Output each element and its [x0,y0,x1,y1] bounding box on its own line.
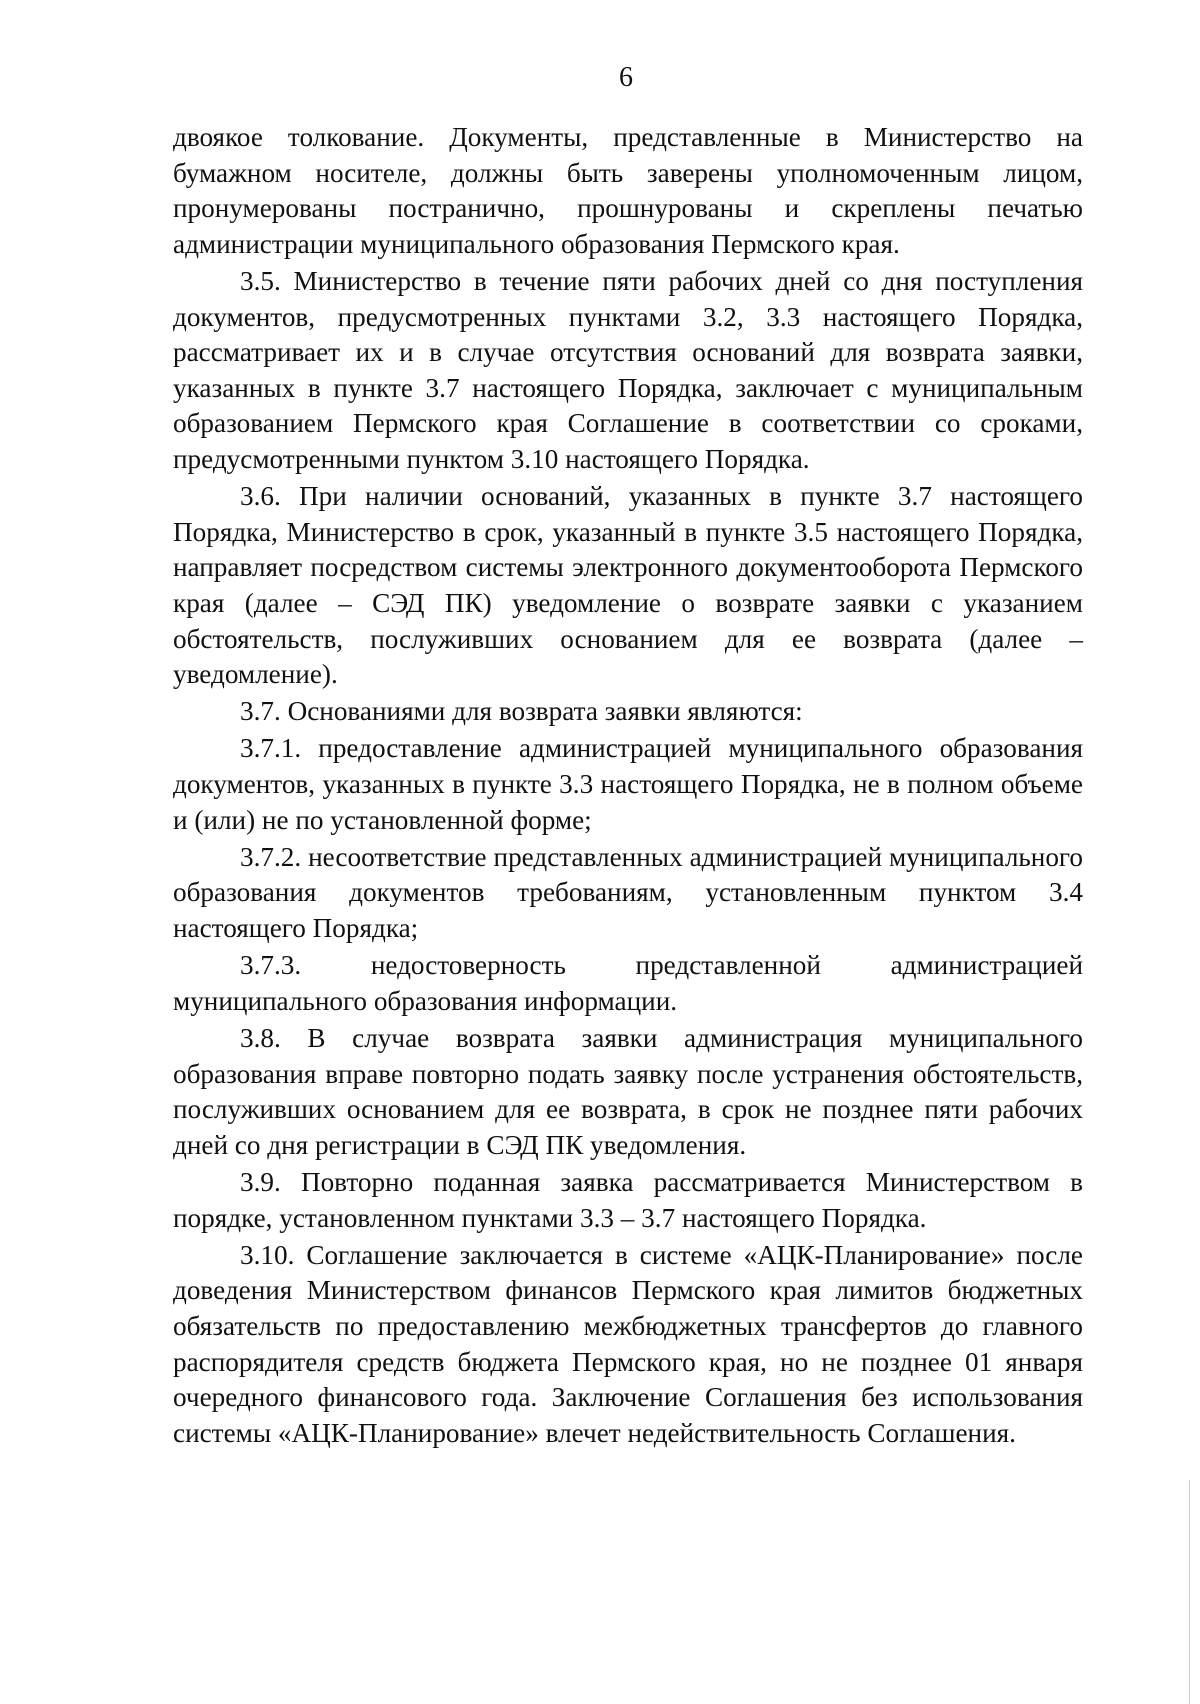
scan-edge-line [1189,1480,1190,1704]
paragraph-3-9: 3.9. Повторно поданная заявка рассматривается Министерством в порядке, установленном пунктами 3.3 – 3.7 настоящего Порядка. [173,1166,1083,1233]
paragraph-3-8: 3.8. В случае возврата заявки администрация муниципального образования вправе повторно подать заявку после устранения обстоятельств, послуживших основанием для ее возврата, в срок не позднее пяти рабочих дней со дня регистрации в СЭД ПК уведомления. [173,1023,1083,1160]
document-body [173,120,1083,1453]
paragraph-3-7-3: 3.7.3. недостоверность представленной администрацией муниципального образования информации. [173,950,1083,1016]
paragraph-3-7: 3.7. Основаниями для возврата заявки являются: [240,696,803,727]
paragraph-3-5: 3.5. Министерство в течение пяти рабочих дней со дня поступления документов, предусмотренных пунктами 3.2, 3.3 настоящего Порядка, рассматривает их и в случае отсутствия оснований для возврата заявки, указанных в пункте 3.7 настоящего Порядка, заключает с муниципальным образованием Пермского края Соглашение в соответствии со сроками, предусмотренными пунктом 3.10 настоящего Порядка. [173,265,1083,474]
paragraph-3-10: 3.10. Соглашение заключается в системе «АЦК-Планирование» после доведения Министерством финансов Пермского края лимитов бюджетных обязательств по предоставлению межбюджетных трансфертов до главного распорядителя средств бюджета Пермского края, но не позднее 01 января очередного финансового года. Заключение Соглашения без использования системы «АЦК-Планирование» влечет недействительность Соглашения. [173,1239,1083,1448]
paragraph-3-7-1: 3.7.1. предоставление администрацией муниципального образования документов, указанных в пункте 3.3 настоящего Порядка, не в полном объеме и (или) не по установленной форме; [173,733,1083,835]
paragraph-continuation: двоякое толкование. Документы, представленные в Министерство на бумажном носителе, должны быть заверены уполномоченным лицом, пронумерованы постранично, прошнурованы и скреплены печатью администрации муниципального образования Пермского края. [173,122,1083,259]
page-number: 6 [619,62,633,93]
paragraph-3-6: 3.6. При наличии оснований, указанных в пункте 3.7 настоящего Порядка, Министерство в срок, указанный в пункте 3.5 настоящего Порядка, направляет посредством системы электронного документооборота Пермского края (далее – СЭД ПК) уведомление о возврате заявки с указанием обстоятельств, послуживших основанием для ее возврата (далее – уведомление). [173,481,1083,690]
paragraph-3-7-2: 3.7.2. несоответствие представленных администрацией муниципального образования документов требованиям, установленным пунктом 3.4 настоящего Порядка; [173,841,1083,944]
